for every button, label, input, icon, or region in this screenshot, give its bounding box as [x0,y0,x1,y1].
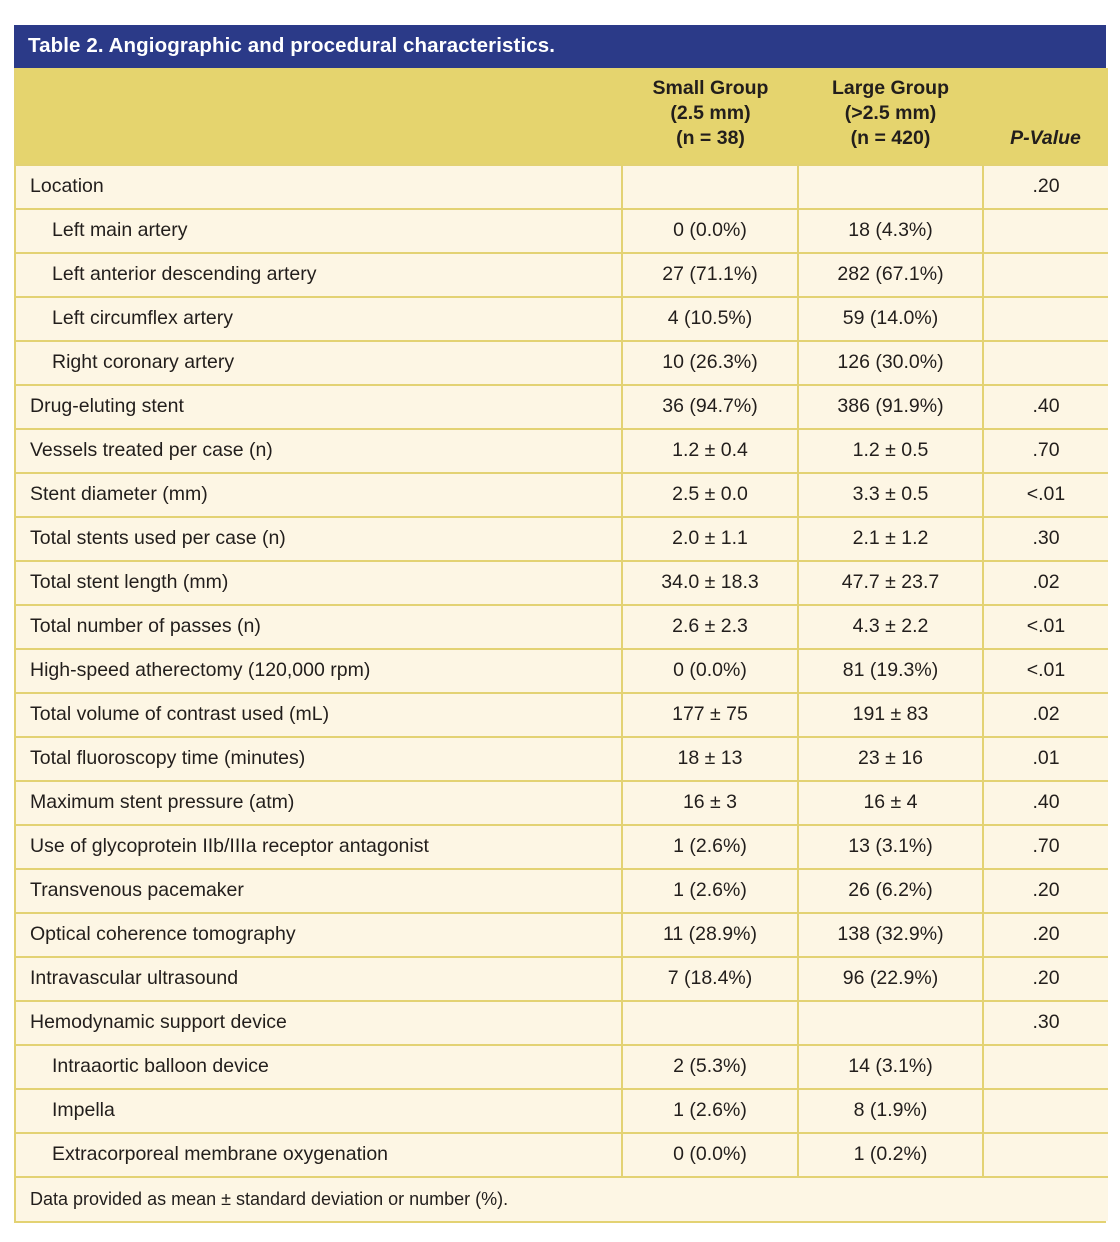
cell-p-value: .70 [983,825,1108,869]
table-footnote: Data provided as mean ± standard deviation or number (%). [16,1177,1108,1221]
table-row [16,913,1108,957]
cell-p-value: .20 [983,913,1108,957]
cell-large-group: 386 (91.9%) [798,385,983,429]
table-row [16,1089,1108,1133]
row-label: Vessels treated per case (n) [16,429,622,473]
cell-small-group: 1 (2.6%) [622,1089,798,1133]
large-group-line2: (>2.5 mm) [844,101,937,124]
cell-p-value [983,1045,1108,1089]
cell-small-group: 2 (5.3%) [622,1045,798,1089]
cell-p-value: .30 [983,517,1108,561]
cell-small-group [622,165,798,209]
row-label: Impella [16,1089,622,1133]
table-row [16,209,1108,253]
table-row [16,517,1108,561]
cell-large-group: 282 (67.1%) [798,253,983,297]
cell-small-group: 34.0 ± 18.3 [622,561,798,605]
row-label: Stent diameter (mm) [16,473,622,517]
row-label: Right coronary artery [16,341,622,385]
table-row [16,737,1108,781]
table-row [16,869,1108,913]
table-row [16,253,1108,297]
cell-small-group: 1 (2.6%) [622,825,798,869]
column-header-p-value [983,68,1108,165]
row-label: Total number of passes (n) [16,605,622,649]
table-row [16,1001,1108,1045]
table-container [14,25,1106,1223]
cell-small-group: 7 (18.4%) [622,957,798,1001]
table-row [16,957,1108,1001]
row-label: Hemodynamic support device [16,1001,622,1045]
cell-p-value: .30 [983,1001,1108,1045]
row-label: Location [16,165,622,209]
cell-p-value: <.01 [983,649,1108,693]
row-label: Total stent length (mm) [16,561,622,605]
large-group-line1: Large Group [831,76,949,99]
cell-p-value [983,341,1108,385]
row-label: Use of glycoprotein IIb/IIIa receptor antagonist [16,825,622,869]
cell-p-value [983,1089,1108,1133]
large-group-line3: (n = 420) [850,127,931,150]
cell-p-value: .20 [983,869,1108,913]
small-group-line2: (2.5 mm) [670,101,751,124]
cell-p-value: .01 [983,737,1108,781]
cell-p-value [983,209,1108,253]
cell-large-group: 8 (1.9%) [798,1089,983,1133]
table-row [16,1045,1108,1089]
cell-large-group: 1 (0.2%) [798,1133,983,1177]
cell-small-group: 0 (0.0%) [622,209,798,253]
cell-p-value: .40 [983,385,1108,429]
cell-large-group: 138 (32.9%) [798,913,983,957]
cell-small-group: 1 (2.6%) [622,869,798,913]
cell-small-group: 0 (0.0%) [622,1133,798,1177]
cell-small-group: 2.0 ± 1.1 [622,517,798,561]
cell-p-value [983,1133,1108,1177]
table-frame [14,68,1106,1223]
cell-small-group: 18 ± 13 [622,737,798,781]
cell-large-group: 126 (30.0%) [798,341,983,385]
cell-large-group: 16 ± 4 [798,781,983,825]
cell-large-group: 3.3 ± 0.5 [798,473,983,517]
table-row [16,561,1108,605]
table-row [16,693,1108,737]
cell-p-value [983,253,1108,297]
table-title: Table 2. Angiographic and procedural characteristics. [14,25,1106,68]
cell-small-group: 0 (0.0%) [622,649,798,693]
cell-small-group [622,1001,798,1045]
row-label: Left anterior descending artery [16,253,622,297]
cell-large-group: 23 ± 16 [798,737,983,781]
table-row [16,825,1108,869]
table-row [16,781,1108,825]
cell-large-group: 81 (19.3%) [798,649,983,693]
small-group-line3: (n = 38) [676,127,745,150]
cell-small-group: 16 ± 3 [622,781,798,825]
cell-p-value: <.01 [983,605,1108,649]
cell-large-group: 18 (4.3%) [798,209,983,253]
cell-small-group: 4 (10.5%) [622,297,798,341]
table-footer [16,1177,1108,1221]
cell-p-value: .02 [983,561,1108,605]
row-label: Optical coherence tomography [16,913,622,957]
table-row [16,473,1108,517]
cell-large-group: 59 (14.0%) [798,297,983,341]
cell-large-group: 47.7 ± 23.7 [798,561,983,605]
cell-large-group: 96 (22.9%) [798,957,983,1001]
cell-large-group: 2.1 ± 1.2 [798,517,983,561]
column-header-large-group [798,68,983,165]
row-label: Left circumflex artery [16,297,622,341]
cell-large-group [798,165,983,209]
column-header-small-group [622,68,798,165]
table-body [16,165,1108,1177]
table-row [16,429,1108,473]
row-label: Drug-eluting stent [16,385,622,429]
cell-p-value: .20 [983,957,1108,1001]
cell-large-group [798,1001,983,1045]
table-row [16,165,1108,209]
small-group-line1: Small Group [652,76,769,99]
row-label: Extracorporeal membrane oxygenation [16,1133,622,1177]
cell-p-value: .02 [983,693,1108,737]
table-row [16,341,1108,385]
row-label: Intraaortic balloon device [16,1045,622,1089]
cell-small-group: 1.2 ± 0.4 [622,429,798,473]
header-row [16,68,1108,165]
row-label: High-speed atherectomy (120,000 rpm) [16,649,622,693]
cell-large-group: 4.3 ± 2.2 [798,605,983,649]
row-label: Intravascular ultrasound [16,957,622,1001]
cell-p-value: .40 [983,781,1108,825]
row-label: Maximum stent pressure (atm) [16,781,622,825]
cell-p-value: .70 [983,429,1108,473]
row-label: Left main artery [16,209,622,253]
angiographic-characteristics-table [16,68,1108,1221]
table-row [16,297,1108,341]
cell-small-group: 27 (71.1%) [622,253,798,297]
row-label: Total stents used per case (n) [16,517,622,561]
row-label: Transvenous pacemaker [16,869,622,913]
row-label: Total volume of contrast used (mL) [16,693,622,737]
cell-small-group: 2.6 ± 2.3 [622,605,798,649]
cell-large-group: 26 (6.2%) [798,869,983,913]
table-row [16,649,1108,693]
table-row [16,1133,1108,1177]
footnote-row [16,1177,1108,1221]
table-row [16,605,1108,649]
cell-large-group: 191 ± 83 [798,693,983,737]
row-label: Total fluoroscopy time (minutes) [16,737,622,781]
cell-small-group: 10 (26.3%) [622,341,798,385]
cell-small-group: 2.5 ± 0.0 [622,473,798,517]
cell-p-value: .20 [983,165,1108,209]
cell-p-value [983,297,1108,341]
cell-small-group: 36 (94.7%) [622,385,798,429]
p-value-header-text: P-Value [1010,127,1081,150]
cell-large-group: 13 (3.1%) [798,825,983,869]
cell-p-value: <.01 [983,473,1108,517]
cell-large-group: 14 (3.1%) [798,1045,983,1089]
cell-large-group: 1.2 ± 0.5 [798,429,983,473]
cell-small-group: 11 (28.9%) [622,913,798,957]
table-row [16,385,1108,429]
cell-small-group: 177 ± 75 [622,693,798,737]
column-header-label [16,68,622,165]
table-header [16,68,1108,165]
